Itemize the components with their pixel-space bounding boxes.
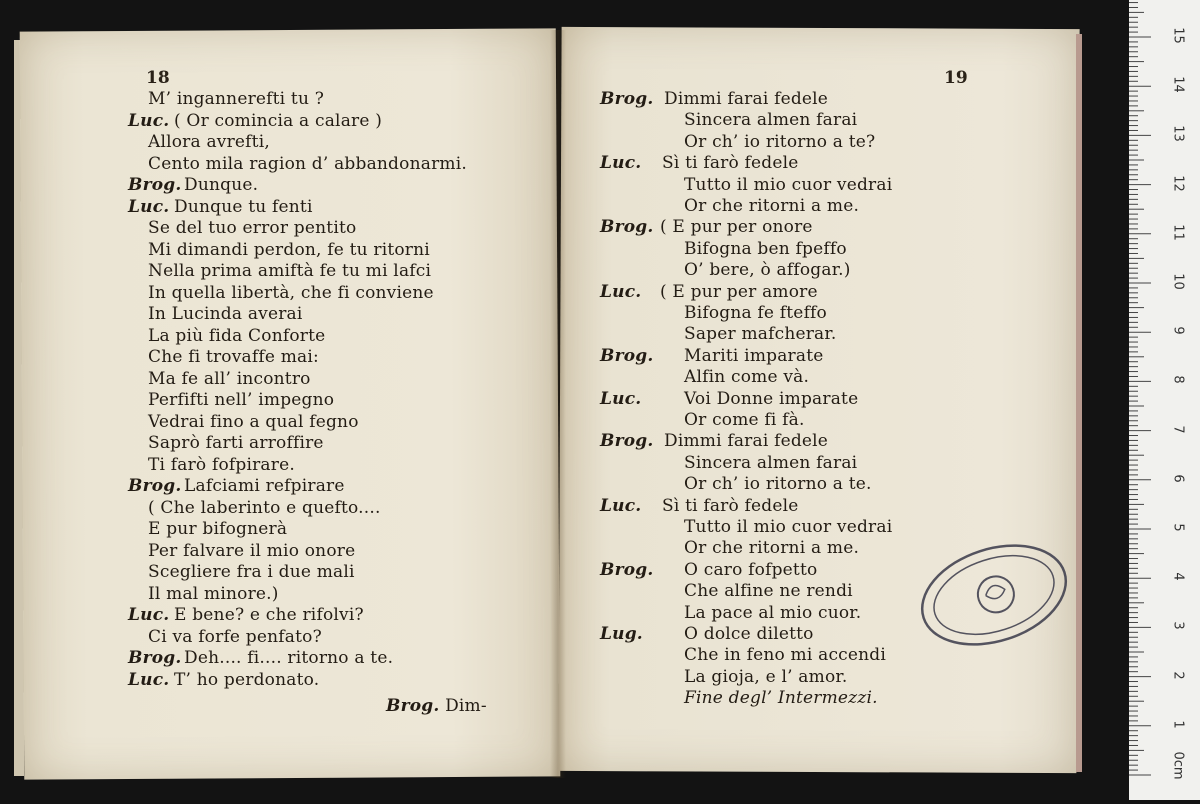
- speaker-label: Brog.: [128, 175, 182, 195]
- verse-line: Or come fi fà.: [684, 410, 805, 430]
- measurement-ruler: [1129, 0, 1200, 800]
- verse-line: Dimmi farai fedele: [664, 431, 829, 452]
- verse-line: Saprò farti arroffire: [148, 433, 324, 453]
- verse-line: La pace al mio cuor.: [684, 602, 862, 623]
- verse-line: Ti farò fofpirare.: [148, 454, 295, 475]
- verse-line: Il mal minore.): [148, 583, 279, 604]
- ruler-number: 3: [1170, 621, 1186, 631]
- ruler-number: 13: [1170, 125, 1186, 143]
- catchword: [386, 696, 487, 716]
- verse-line: Dimmi farai fedele: [664, 89, 829, 109]
- verse-line: O dolce diletto: [684, 624, 814, 644]
- speaker-label: Brog.: [128, 476, 182, 496]
- verse-line: Tutto il mio cuor vedrai: [684, 174, 893, 195]
- verse-line: Scegliere fra i due mali: [148, 562, 355, 582]
- speaker-label: Brog.: [600, 559, 654, 580]
- verse-line: Saper mafcherar.: [684, 324, 837, 345]
- verse-line: Ci va forfe penfato?: [148, 626, 322, 647]
- verse-line: Bifogna fe fteffo: [684, 303, 827, 323]
- page-number-left: 18: [146, 68, 170, 88]
- verse-line: Mariti imparate: [684, 345, 824, 366]
- verse-line: Alfin come và.: [684, 367, 810, 388]
- speaker-label: Lug.: [600, 624, 643, 644]
- verse-line: Or che ritorni a me.: [684, 196, 860, 216]
- verse-line: Lafciami refpirare: [184, 476, 345, 496]
- verse-line: O caro fofpetto: [684, 559, 818, 580]
- speaker-label: Luc.: [600, 388, 642, 409]
- verse-line: Dunque tu fenti: [174, 196, 313, 217]
- ruler-number: 8: [1170, 375, 1186, 385]
- book-spine: [550, 30, 566, 778]
- verse-line: Deh.... fi.... ritorno a te.: [184, 648, 394, 668]
- verse-line: Or ch’ io ritorno a te?: [684, 131, 876, 152]
- speaker-label: Luc.: [128, 110, 170, 131]
- speaker-label: Brog.: [600, 89, 654, 109]
- ruler-number: 5: [1170, 523, 1186, 532]
- verse-line: Mi dimandi perdon, fe tu ritorni: [148, 239, 430, 260]
- ruler-ticks: [1129, 0, 1200, 800]
- verse-line: Allora avrefti,: [148, 132, 270, 152]
- verse-line: O’ bere, ò affogar.): [684, 260, 851, 281]
- verse-line: T’ ho perdonato.: [174, 669, 320, 690]
- verse-line: Per falvare il mio onore: [148, 540, 356, 561]
- ruler-number: 2: [1170, 670, 1186, 680]
- verse-line: Or che ritorni a me.: [684, 538, 860, 559]
- verse-line: M’ ingannerefti tu ?: [148, 89, 325, 109]
- verse-line: Che alfine ne rendi: [684, 581, 853, 602]
- speaker-label: Brog.: [128, 648, 182, 668]
- verse-line: E pur bifognerà: [148, 519, 288, 539]
- verse-line: Nella prima amiftà fe tu mi lafci: [148, 261, 432, 281]
- verse-line: La gioja, e l’ amor.: [684, 666, 848, 687]
- verse-line: Ma fe all’ incontro: [148, 368, 311, 389]
- speaker-label: Luc.: [128, 669, 170, 690]
- speaker-label: Brog.: [600, 345, 654, 366]
- verse-line: ( Or comincia a calare ): [174, 110, 383, 131]
- page-edge-right: [1076, 34, 1082, 772]
- ruler-number: 0cm: [1170, 751, 1186, 780]
- speaker-label: Brog.: [600, 217, 654, 238]
- verse-line: ( E pur per amore: [660, 281, 818, 302]
- verse-line: In Lucinda averai: [148, 304, 303, 324]
- verse-line: Che fi trovaffe mai:: [148, 347, 319, 367]
- ruler-number: 7: [1170, 424, 1186, 434]
- verse-line: Bifogna ben fpeffo: [684, 238, 847, 259]
- verse-line: In quella libertà, che fi conviene: [148, 282, 434, 303]
- verse-line: Sincera almen farai: [684, 110, 858, 131]
- verse-line: Sì ti farò fedele: [662, 495, 799, 516]
- verse-line: ( Che laberinto e quefto....: [148, 497, 381, 518]
- ruler-number: 15: [1170, 27, 1186, 44]
- speaker-label: Brog.: [600, 431, 654, 452]
- catchword-speaker: Brog.: [386, 696, 440, 716]
- verse-line: Cento mila ragion d’ abbandonarmi.: [148, 153, 467, 174]
- ruler-number: 12: [1170, 174, 1186, 192]
- ruler-number: 9: [1170, 326, 1186, 335]
- page-number-right: 19: [944, 68, 968, 88]
- verse-line: E bene? e che rifolvi?: [174, 605, 364, 625]
- ruler-number: 14: [1170, 76, 1186, 93]
- speaker-label: Luc.: [128, 605, 170, 625]
- speaker-label: Luc.: [600, 281, 642, 302]
- library-stamp: [914, 535, 1074, 655]
- verse-line: Sincera almen farai: [684, 452, 858, 473]
- ruler-number: 4: [1170, 572, 1186, 581]
- ruler-number: 11: [1170, 224, 1186, 241]
- catchword-text: Dim-: [445, 696, 487, 716]
- verse-line: Perfifti nell’ impegno: [148, 390, 335, 410]
- fine-line: Fine degl’ Intermezzi.: [684, 688, 878, 708]
- verse-line: Sì ti farò fedele: [662, 153, 799, 174]
- verse-line: ( E pur per onore: [660, 217, 813, 238]
- ruler-number: 6: [1170, 474, 1186, 483]
- verse-line: Se del tuo error pentito: [148, 218, 357, 238]
- verse-line: Tutto il mio cuor vedrai: [684, 517, 893, 537]
- speaker-label: Luc.: [128, 196, 170, 217]
- speaker-label: Luc.: [600, 153, 642, 174]
- verse-line: Voi Donne imparate: [684, 388, 859, 409]
- ruler-number: 10: [1170, 273, 1186, 290]
- speaker-label: Luc.: [600, 495, 642, 516]
- ruler-number: 1: [1170, 720, 1186, 729]
- verse-line: Che in feno mi accendi: [684, 645, 887, 666]
- verse-line: Vedrai fino a qual fegno: [148, 411, 359, 432]
- verse-line: Dunque.: [184, 175, 259, 195]
- verse-line: La più fida Conforte: [148, 325, 326, 346]
- verse-line: Or ch’ io ritorno a te.: [684, 474, 872, 495]
